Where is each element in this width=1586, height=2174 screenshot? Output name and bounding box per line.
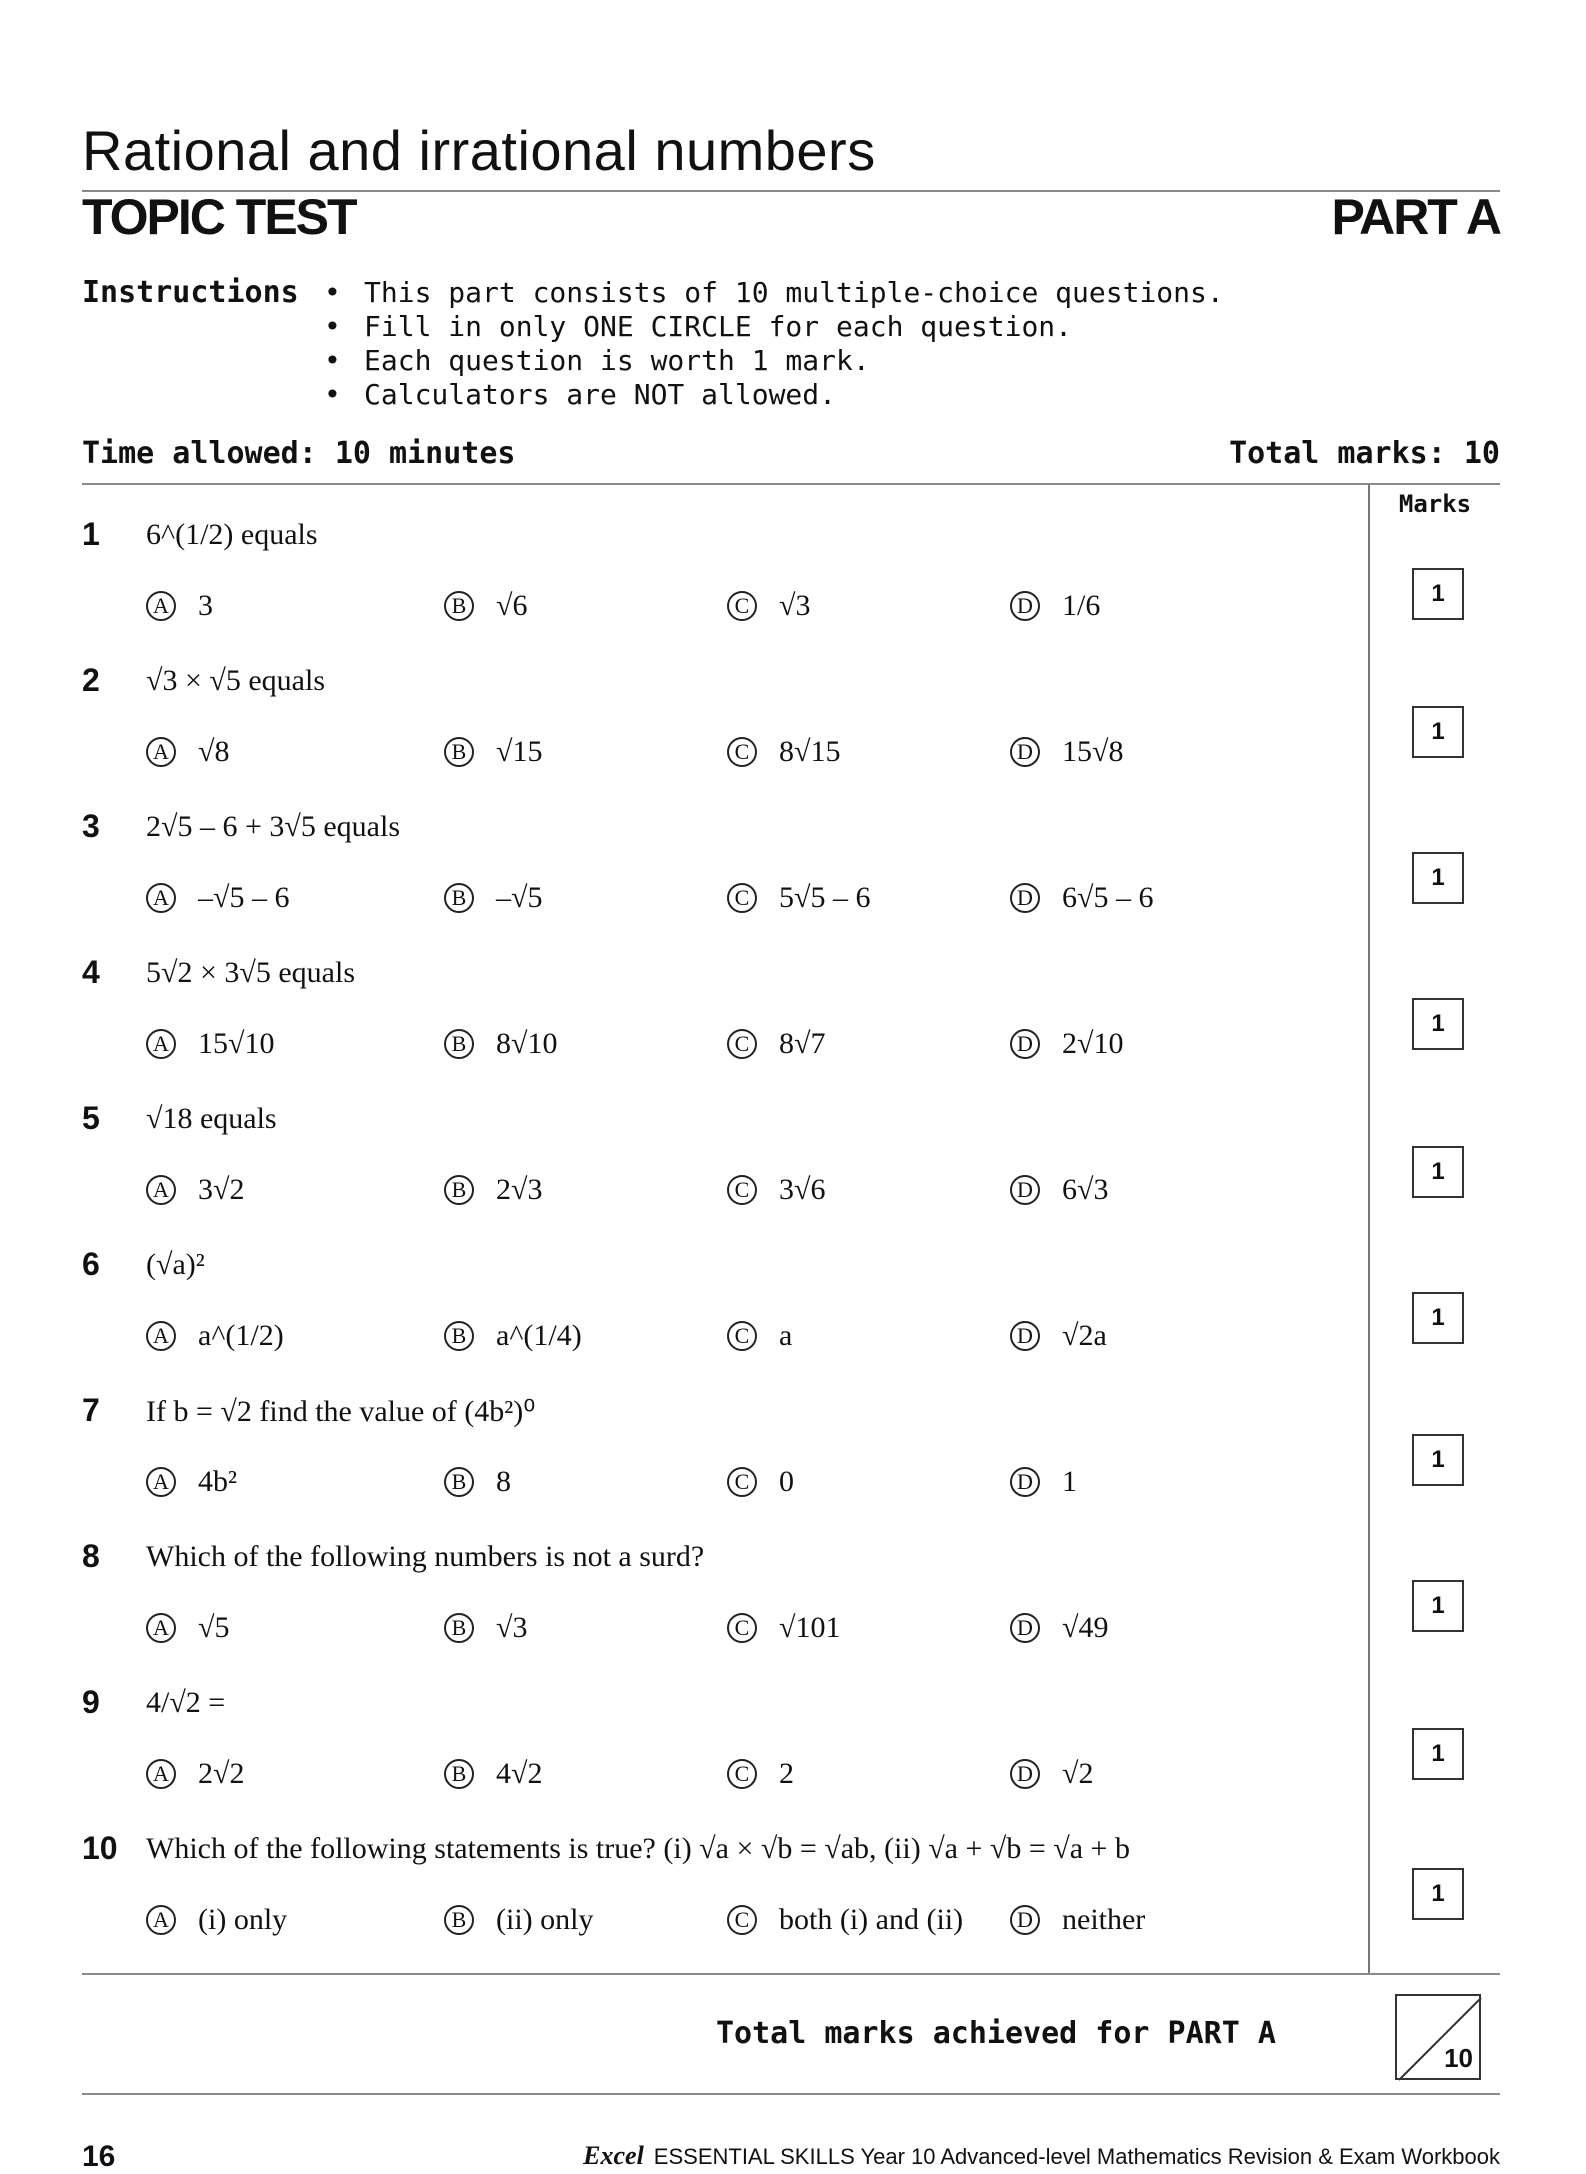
option-a[interactable]: [146, 1168, 244, 1212]
option-text: 3√2: [198, 1173, 245, 1206]
answer-bubble[interactable]: C: [727, 1467, 757, 1497]
option-d[interactable]: [1010, 1168, 1108, 1212]
option-text: √8: [198, 735, 230, 768]
option-c[interactable]: [727, 1898, 963, 1942]
question-5: [82, 1094, 1352, 1240]
option-text: 5√5 – 6: [779, 881, 871, 914]
mark-box: 1: [1412, 568, 1464, 620]
option-text: 8√15: [779, 735, 841, 768]
option-text: √49: [1062, 1611, 1109, 1644]
mark-box: 1: [1412, 706, 1464, 758]
answer-bubble[interactable]: D: [1010, 1759, 1040, 1789]
option-a[interactable]: [146, 1022, 274, 1066]
question-1: [82, 510, 1352, 656]
marks-column-divider: [1368, 485, 1370, 1973]
option-text: 3√6: [779, 1173, 826, 1206]
instruction-item: • Fill in only ONE CIRCLE for each question.: [318, 310, 1224, 344]
option-a[interactable]: [146, 1752, 244, 1796]
option-a[interactable]: [146, 730, 229, 774]
footer-rule: [82, 2093, 1500, 2095]
answer-bubble[interactable]: A: [146, 1905, 176, 1935]
option-text: 2: [779, 1757, 794, 1790]
option-text: 3: [198, 589, 213, 622]
answer-bubble[interactable]: D: [1010, 1029, 1040, 1059]
question-number: 5: [82, 1100, 100, 1136]
option-a[interactable]: [146, 584, 213, 628]
option-text: neither: [1062, 1903, 1146, 1936]
mark-box: 1: [1412, 1292, 1464, 1344]
option-text: 4b²: [198, 1465, 237, 1498]
option-text: 1: [1062, 1465, 1077, 1498]
answer-bubble[interactable]: A: [146, 1321, 176, 1351]
question-3: [82, 802, 1352, 948]
topic-test-heading: TOPIC TEST: [82, 189, 356, 245]
achieved-score-box[interactable]: [1395, 1994, 1481, 2080]
answer-bubble[interactable]: A: [146, 1759, 176, 1789]
answer-bubble[interactable]: C: [727, 1175, 757, 1205]
option-text: both (i) and (ii): [779, 1903, 964, 1936]
mark-box: 1: [1412, 1580, 1464, 1632]
answer-bubble[interactable]: D: [1010, 737, 1040, 767]
question-text: If b = √2 find the value of (4b²)⁰: [146, 1395, 536, 1428]
instruction-item: • Each question is worth 1 mark.: [318, 344, 1224, 378]
marks-heading: Marks: [1398, 490, 1472, 518]
question-text: 6^(1/2) equals: [146, 518, 318, 551]
answer-bubble[interactable]: B: [444, 883, 474, 913]
answer-bubble[interactable]: B: [444, 1029, 474, 1059]
question-6: [82, 1240, 1352, 1386]
option-text: a: [779, 1319, 793, 1352]
question-text: 2√5 – 6 + 3√5 equals: [146, 810, 400, 843]
answer-bubble[interactable]: A: [146, 1467, 176, 1497]
question-text: 4/√2 =: [146, 1686, 226, 1719]
option-d[interactable]: [1010, 876, 1153, 920]
option-text: √6: [496, 589, 528, 622]
option-b[interactable]: [444, 1022, 557, 1066]
option-a[interactable]: [146, 1606, 229, 1650]
answer-bubble[interactable]: D: [1010, 1467, 1040, 1497]
option-b[interactable]: [444, 1314, 582, 1358]
option-c[interactable]: [727, 1168, 825, 1212]
option-d[interactable]: [1010, 1606, 1108, 1650]
answer-bubble[interactable]: D: [1010, 1905, 1040, 1935]
answer-bubble[interactable]: C: [727, 1321, 757, 1351]
option-text: 4√2: [496, 1757, 543, 1790]
answer-bubble[interactable]: B: [444, 737, 474, 767]
option-c[interactable]: [727, 730, 840, 774]
answer-bubble[interactable]: B: [444, 591, 474, 621]
instruction-item: • This part consists of 10 multiple-choice questions.: [318, 276, 1224, 310]
answer-bubble[interactable]: C: [727, 1759, 757, 1789]
answer-bubble[interactable]: B: [444, 1759, 474, 1789]
option-text: √2a: [1062, 1319, 1107, 1352]
answer-bubble[interactable]: C: [727, 1905, 757, 1935]
answer-bubble[interactable]: D: [1010, 1175, 1040, 1205]
question-number: 6: [82, 1246, 100, 1282]
option-text: 2√3: [496, 1173, 543, 1206]
option-c[interactable]: [727, 1606, 840, 1650]
option-c[interactable]: [727, 1314, 792, 1358]
option-text: 6√3: [1062, 1173, 1109, 1206]
question-number: 2: [82, 662, 100, 698]
option-b[interactable]: [444, 1752, 542, 1796]
question-2: [82, 656, 1352, 802]
answer-bubble[interactable]: C: [727, 1613, 757, 1643]
answer-bubble[interactable]: C: [727, 591, 757, 621]
option-text: √3: [496, 1611, 528, 1644]
instruction-item: • Calculators are NOT allowed.: [318, 378, 1224, 412]
answer-bubble[interactable]: D: [1010, 1613, 1040, 1643]
answer-bubble[interactable]: D: [1010, 591, 1040, 621]
option-d[interactable]: [1010, 1314, 1107, 1358]
option-text: 15√8: [1062, 735, 1124, 768]
option-d[interactable]: [1010, 730, 1123, 774]
total-marks: Total marks: 10: [1229, 436, 1500, 471]
option-text: √15: [496, 735, 543, 768]
option-text: 2√10: [1062, 1027, 1124, 1060]
option-text: 2√2: [198, 1757, 245, 1790]
answer-bubble[interactable]: A: [146, 591, 176, 621]
footer-text: ESSENTIAL SKILLS Year 10 Advanced-level Mathematics Revision & Exam Workbook: [653, 2144, 1500, 2169]
option-c[interactable]: [727, 1460, 794, 1504]
option-b[interactable]: [444, 730, 542, 774]
part-heading: PART A: [1331, 189, 1500, 245]
option-b[interactable]: [444, 876, 542, 920]
option-text: –√5 – 6: [198, 881, 290, 914]
option-text: 8√10: [496, 1027, 558, 1060]
mark-box: 1: [1412, 998, 1464, 1050]
option-a[interactable]: [146, 1898, 287, 1942]
option-d[interactable]: [1010, 1898, 1145, 1942]
mark-box: 1: [1412, 1146, 1464, 1198]
option-a[interactable]: [146, 1314, 284, 1358]
option-b[interactable]: [444, 1898, 594, 1942]
achieved-label: Total marks achieved for PART A: [716, 2016, 1276, 2051]
option-text: √101: [779, 1611, 841, 1644]
footer-brand: Excel: [583, 2141, 644, 2170]
question-text: √3 × √5 equals: [146, 664, 325, 697]
page-title: Rational and irrational numbers: [82, 119, 876, 182]
answer-bubble[interactable]: A: [146, 883, 176, 913]
answer-bubble[interactable]: C: [727, 737, 757, 767]
option-text: –√5: [496, 881, 543, 914]
time-allowed: Time allowed: 10 minutes: [82, 436, 516, 471]
section-rule: [82, 483, 1500, 485]
option-a[interactable]: [146, 876, 289, 920]
answer-bubble[interactable]: B: [444, 1175, 474, 1205]
option-b[interactable]: [444, 1460, 511, 1504]
option-text: 8: [496, 1465, 511, 1498]
mark-box: 1: [1412, 1434, 1464, 1486]
question-text: 5√2 × 3√5 equals: [146, 956, 355, 989]
instructions-list: [318, 276, 1224, 412]
question-8: [82, 1532, 1352, 1678]
option-c[interactable]: [727, 584, 810, 628]
mark-box: 1: [1412, 1868, 1464, 1920]
option-d[interactable]: [1010, 584, 1100, 628]
option-text: 0: [779, 1465, 794, 1498]
question-number: 7: [82, 1392, 100, 1428]
question-number: 1: [82, 516, 100, 552]
option-text: √2: [1062, 1757, 1094, 1790]
option-text: 1/6: [1062, 589, 1101, 622]
option-text: 8√7: [779, 1027, 826, 1060]
footer: [583, 2141, 1500, 2171]
option-b[interactable]: [444, 584, 527, 628]
question-text: √18 equals: [146, 1102, 277, 1135]
answer-bubble[interactable]: B: [444, 1467, 474, 1497]
option-text: √5: [198, 1611, 230, 1644]
question-9: [82, 1678, 1352, 1824]
option-text: a^(1/4): [496, 1319, 582, 1352]
option-text: 15√10: [198, 1027, 275, 1060]
option-text: (i) only: [198, 1903, 288, 1936]
mark-box: 1: [1412, 1728, 1464, 1780]
question-text: Which of the following statements is true? (i) √a × √b = √ab, (ii) √a + √b = √a + b: [146, 1832, 1130, 1865]
answer-bubble[interactable]: A: [146, 1029, 176, 1059]
option-c[interactable]: [727, 876, 870, 920]
question-number: 4: [82, 954, 100, 990]
answer-bubble[interactable]: A: [146, 1613, 176, 1643]
instructions-label: Instructions: [82, 275, 299, 310]
answer-bubble[interactable]: B: [444, 1905, 474, 1935]
question-7: [82, 1386, 1352, 1532]
answer-bubble[interactable]: D: [1010, 1321, 1040, 1351]
option-b[interactable]: [444, 1168, 542, 1212]
question-number: 8: [82, 1538, 100, 1574]
question-number: 10: [82, 1830, 118, 1866]
page-number: 16: [82, 2140, 116, 2173]
option-text: a^(1/2): [198, 1319, 284, 1352]
answer-bubble[interactable]: C: [727, 1029, 757, 1059]
mark-box: 1: [1412, 852, 1464, 904]
question-text: Which of the following numbers is not a surd?: [146, 1540, 705, 1573]
answer-bubble[interactable]: A: [146, 737, 176, 767]
option-c[interactable]: [727, 1752, 794, 1796]
option-c[interactable]: [727, 1022, 825, 1066]
question-text: (√a)²: [146, 1248, 205, 1281]
achieved-out-of: 10: [1444, 2043, 1473, 2073]
question-10: [82, 1824, 1352, 1970]
option-text: √3: [779, 589, 811, 622]
question-4: [82, 948, 1352, 1094]
questions-end-rule: [82, 1973, 1500, 1975]
option-d[interactable]: [1010, 1460, 1077, 1504]
answer-bubble[interactable]: D: [1010, 883, 1040, 913]
answer-bubble[interactable]: C: [727, 883, 757, 913]
option-d[interactable]: [1010, 1022, 1123, 1066]
option-a[interactable]: [146, 1460, 237, 1504]
answer-bubble[interactable]: B: [444, 1321, 474, 1351]
option-b[interactable]: [444, 1606, 527, 1650]
answer-bubble[interactable]: B: [444, 1613, 474, 1643]
answer-bubble[interactable]: A: [146, 1175, 176, 1205]
option-text: (ii) only: [496, 1903, 594, 1936]
option-d[interactable]: [1010, 1752, 1093, 1796]
question-number: 3: [82, 808, 100, 844]
question-number: 9: [82, 1684, 100, 1720]
option-text: 6√5 – 6: [1062, 881, 1154, 914]
